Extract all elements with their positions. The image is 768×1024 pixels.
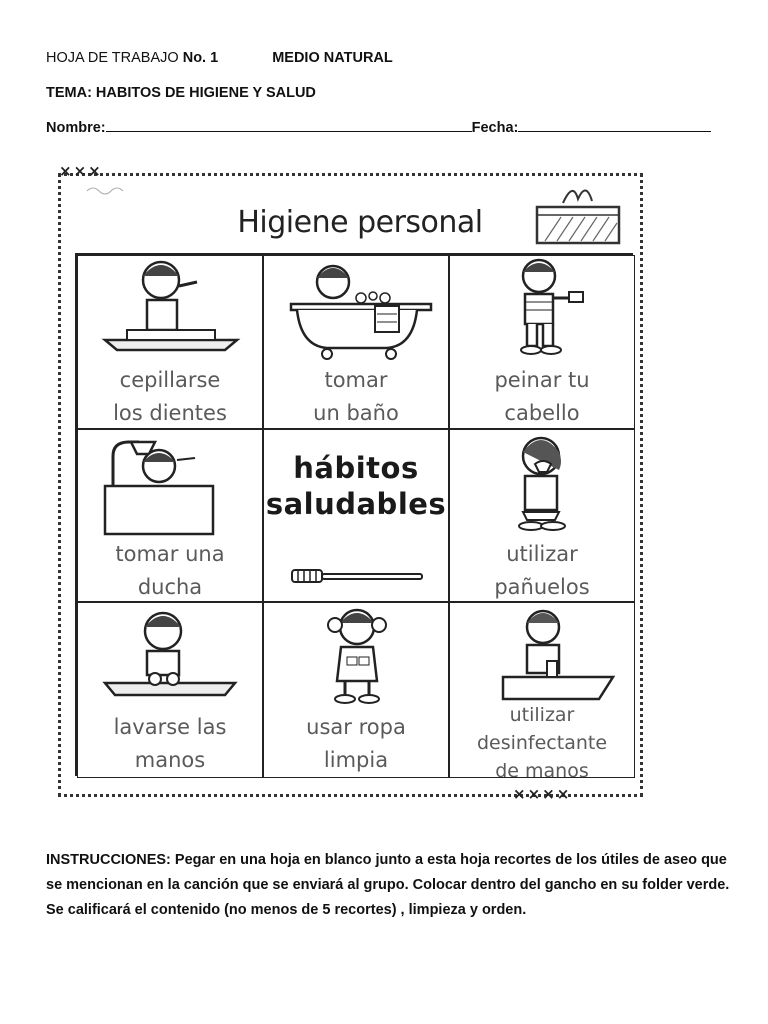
center-title: hábitos saludables (265, 451, 447, 521)
habit-cell (77, 255, 263, 429)
name-date-line (46, 118, 711, 136)
center-cell (263, 429, 449, 602)
habit-cell (449, 255, 635, 429)
brushing-teeth-icon (91, 258, 251, 362)
cross-stitch-decoration: ×××× (513, 785, 572, 803)
habit-cell (263, 602, 449, 778)
tissue-box-icon (533, 179, 623, 249)
toothbrush-icon (290, 566, 424, 586)
habit-cell (449, 429, 635, 602)
instructions-text: INSTRUCCIONES: Pegar en una hoja en blanco junto a esta hoja recortes de los útiles de aseo que se mencionan en la canción que se enviará al grupo. Colocar dentro del gancho en su folder verde. Se calificará el contenido (no menos de 5 recortes) , limpieza y orden. (46, 852, 730, 918)
handwashing-icon (91, 605, 251, 709)
habit-caption: cepillarse los dientes (113, 368, 227, 425)
habit-caption: usar ropa limpia (306, 715, 406, 772)
date-label: Fecha: (471, 120, 519, 136)
habit-caption: utilizar desinfectante de manos (476, 704, 608, 778)
bathtub-icon (277, 258, 437, 362)
habit-caption: utilizar pañuelos (494, 542, 590, 599)
combing-hair-icon (463, 258, 623, 362)
hand-sanitizer-icon (463, 605, 623, 709)
clean-clothes-icon (277, 605, 437, 709)
tissue-icon (463, 432, 623, 536)
name-label: Nombre: (46, 120, 106, 136)
corner-logo (85, 183, 125, 195)
name-blank[interactable] (106, 118, 472, 132)
worksheet-number: No. 1 (182, 50, 219, 66)
habit-cell (449, 602, 635, 778)
habit-caption: tomar un baño (313, 368, 399, 425)
habit-caption: peinar tu cabello (494, 368, 590, 425)
sheet-title: Higiene personal (237, 205, 483, 240)
habit-caption: tomar una ducha (115, 542, 225, 599)
worksheet-label: HOJA DE TRABAJO (46, 50, 179, 66)
topic-title: TEMA: HABITOS DE HIGIENE Y SALUD (46, 85, 316, 101)
worksheet-image (55, 162, 650, 803)
date-blank[interactable] (518, 118, 711, 132)
habit-cell (77, 429, 263, 602)
habit-cell (263, 255, 449, 429)
habits-grid (75, 253, 633, 776)
habit-cell (77, 602, 263, 778)
habit-caption: lavarse las manos (113, 715, 227, 772)
shower-icon (91, 432, 251, 536)
header-line-1 (46, 50, 393, 66)
cross-stitch-decoration: ××× (59, 162, 103, 180)
subject-title: MEDIO NATURAL (272, 50, 393, 66)
